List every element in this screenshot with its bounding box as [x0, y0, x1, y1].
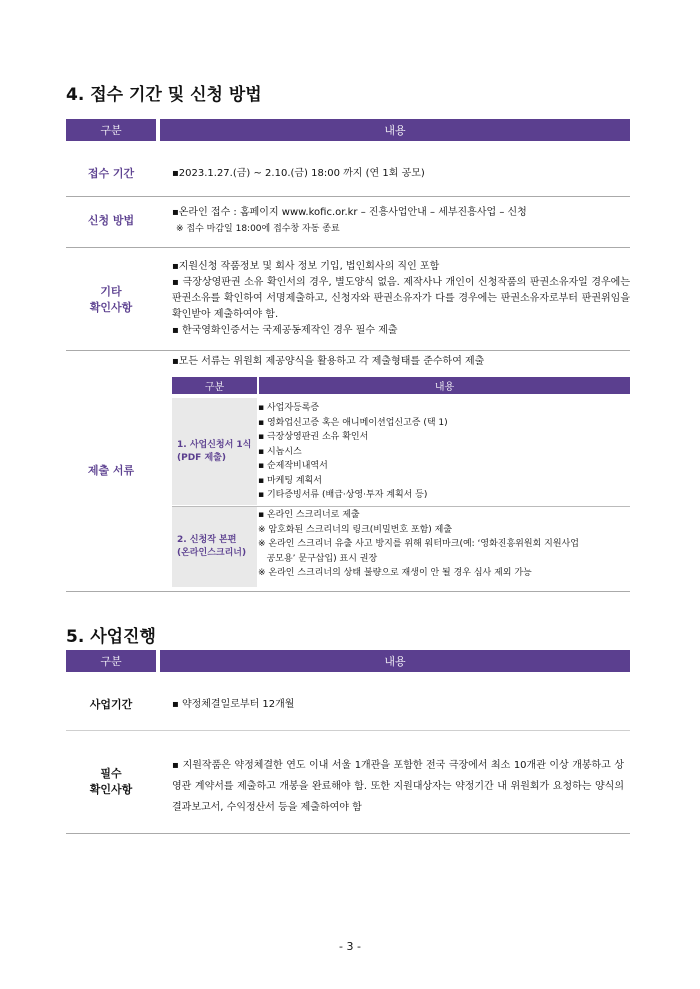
- list-item: ▪ 극장상영판권 소유 확인서: [258, 432, 369, 442]
- method-note: ※ 접수 마감일 18:00에 접수창 자동 종료: [176, 224, 340, 234]
- row-divider: [66, 350, 630, 351]
- section-4-title: 4. 접수 기간 및 신청 방법: [66, 85, 262, 105]
- sub-header-category: 구분: [172, 377, 257, 394]
- row-content-method: [172, 205, 527, 237]
- row-content-required: [172, 755, 624, 818]
- row-content-etc: [172, 259, 630, 339]
- list-item: ▪ 순제작비내역서: [258, 461, 328, 471]
- etc-label-line2: 확인사항: [89, 301, 133, 314]
- required-label-line2: 확인사항: [89, 783, 133, 796]
- required-text: ▪ 지원작품은 약정체결한 연도 이내 서울 1개관을 포함한 전국 극장에서 최소 10개관 이상 개봉하고 상영관 계약서를 제출하고 개봉을 완료해야 함. 또한 지원대상자는 약정기간 내 위원회가 요청하는 양식의 결과보고서, 수익정산서 등을 제출하여야 함: [172, 760, 624, 813]
- row-label-business-period: 사업기간: [89, 698, 133, 711]
- list-item: ※ 온라인 스크리너 유출 사고 방지를 위해 워터마크(예: ‘영화진흥위원회 지원사업: [258, 539, 579, 549]
- sub-items-application: [258, 401, 448, 503]
- table-bottom-rule: [66, 833, 630, 834]
- row-label-method: 신청 방법: [87, 214, 135, 227]
- sub-items-film: [258, 508, 579, 581]
- documents-intro-text: ▪모든 서류는 위원회 제공양식을 활용하고 각 제출형태를 준수하여 제출: [172, 356, 485, 367]
- row-label-documents: 제출 서류: [87, 464, 135, 477]
- page-number: - 3 -: [339, 940, 361, 953]
- row-divider: [66, 247, 630, 248]
- list-item: ▪ 마케팅 계획서: [258, 475, 322, 486]
- sub-label-line1: 2. 신청작 본편: [177, 535, 237, 545]
- list-item: ▪ 온라인 스크리너로 제출: [258, 510, 360, 520]
- row-content-business-period: [172, 697, 294, 713]
- list-item: ▪ 시놉시스: [258, 446, 302, 457]
- sub-label-line1: 1. 사업신청서 1식: [177, 439, 252, 450]
- row-label-required: [66, 766, 156, 798]
- table-header-category: 구분: [66, 650, 156, 672]
- etc-item: ▪ 한국영화인증서는 국제공동제작인 경우 필수 제출: [172, 325, 398, 336]
- list-item: ▪ 영화업신고증 혹은 애니메이션업신고증 (택 1): [258, 417, 448, 428]
- row-divider: [66, 730, 630, 731]
- table-header-content: 내용: [160, 119, 630, 141]
- sub-label-film: [172, 507, 257, 587]
- sub-label-line2: (온라인스크리너): [177, 548, 247, 558]
- list-item: ▪ 기타증빙서류 (배급·상영·투자 계획서 등): [258, 490, 428, 500]
- method-text: ▪온라인 접수 : 홈페이지 www.kofic.or.kr – 진흥사업안내 – 세부진흥사업 – 신청: [172, 207, 527, 218]
- list-item: 공모용’ 문구삽입) 표시 권장: [258, 553, 378, 564]
- table-header-content: 내용: [160, 650, 630, 672]
- section-5-title: 5. 사업진행: [66, 627, 156, 647]
- row-divider: [66, 196, 630, 197]
- list-item: ※ 암호화된 스크리너의 링크(비밀번호 포함) 제출: [258, 524, 453, 535]
- sub-label-application: [172, 398, 257, 505]
- table-header-category: 구분: [66, 119, 156, 141]
- etc-item: ▪ 극장상영판권 소유 확인서의 경우, 별도양식 없음. 제작사나 개인이 신청작품의 판권소유자일 경우에는 판권소유를 확인하여 서명제출하고, 신청자와 판권소유자가 다를 경우에는 판권소유자로부터 판권위임을 확인받아 제출하여야 함.: [172, 277, 630, 320]
- required-label-line1: 필수: [100, 767, 122, 780]
- table-bottom-rule: [66, 591, 630, 592]
- list-item: ▪ 사업자등록증: [258, 403, 320, 413]
- business-period-text: ▪ 약정체결일로부터 12개월: [172, 699, 295, 710]
- etc-label-line1: 기타: [100, 285, 122, 298]
- sub-label-line2: (PDF 제출): [177, 452, 226, 463]
- row-label-etc: [66, 284, 156, 316]
- list-item: ※ 온라인 스크리너의 상태 불량으로 재생이 안 될 경우 심사 제외 가능: [258, 568, 532, 578]
- sub-header-content: 내용: [259, 377, 630, 394]
- period-text: ▪2023.1.27.(금) ~ 2.10.(금) 18:00 까지 (연 1회 공모): [172, 168, 425, 179]
- row-content-period: [172, 166, 425, 182]
- documents-intro: [172, 354, 484, 370]
- etc-item: ▪지원신청 작품정보 및 회사 정보 기입, 법인회사의 직인 포함: [172, 261, 440, 272]
- row-label-period: 접수 기간: [87, 167, 135, 180]
